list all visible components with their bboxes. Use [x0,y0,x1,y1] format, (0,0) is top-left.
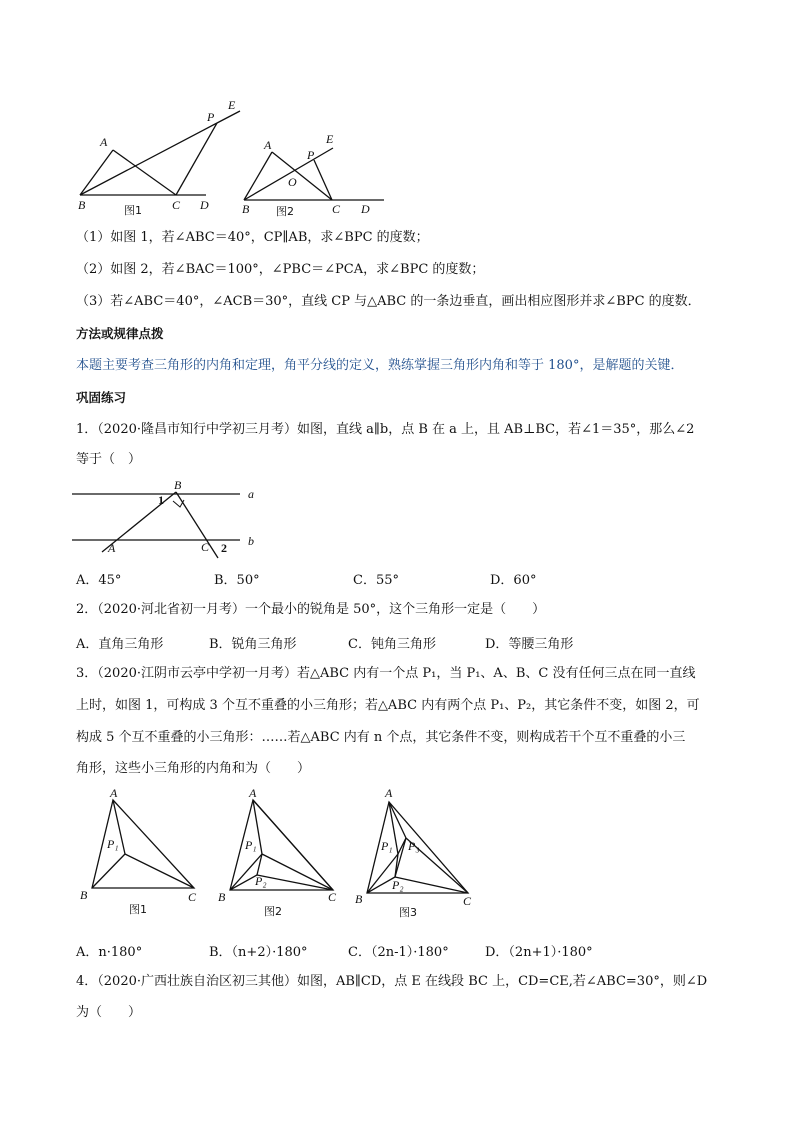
figure-2 [242,132,384,218]
q3-figures [0,780,794,920]
fig2-label-C: C [332,202,341,216]
q3-fig1-A: A [110,786,118,800]
q3-figure-1 [80,786,197,916]
q1-fig-label-B: B [174,478,182,492]
q1-figure [0,478,794,558]
problem-part-3: （3）若∠ABC＝40°，∠ACB＝30°，直线 CP 与△ABC 的一条边垂直，画出相应图形并求∠BPC 的度数． [76,294,701,309]
q1-option-a[interactable]: A．45° [76,573,122,588]
practice-q4-line1: 4．（2020·广西壮族自治区初三其他）如图，AB∥CD，点 E 在线段 BC 上，CD=CE,若∠ABC=30°，则∠D [76,974,708,989]
q3-fig3-caption: 图3 [399,906,417,919]
q3-figure-3 [355,786,472,919]
q1-options [76,569,726,588]
method-heading: 方法或规律点拨 [76,326,164,341]
q3-fig3-A: A [385,786,393,800]
fig1-label-C: C [172,198,181,212]
practice-q3-line4: 角形，这些小三角形的内角和为（ ） [76,761,311,776]
q2-options [76,633,726,652]
figure-1 [78,98,240,217]
q3-option-a[interactable]: A．n·180° [76,945,143,960]
fig2-label-O: O [288,175,297,189]
fig1-caption: 图1 [124,204,142,217]
q3-fig3-P2: P₂ [392,878,404,892]
q2-option-a[interactable]: A．直角三角形 [76,637,164,652]
q1-fig-label-A: A [108,541,116,555]
q3-option-d[interactable]: D．（2n+1）·180° [485,945,593,960]
q3-fig2-P2: P₂ [255,874,267,888]
q3-fig1-caption: 图1 [129,903,147,916]
practice-q3-line1: 3．（2020·江阴市云亭中学初一月考）若△ABC 内有一个点 P₁，当 P₁、A、B、C 没有任何三点在同一直线 [76,666,696,681]
fig2-label-E: E [326,132,334,146]
practice-q3-line3: 构成 5 个互不重叠的小三角形：……若△ABC 内有 n 个点，其它条件不变，则构成若干个互不重叠的小三 [76,730,686,745]
fig1-label-D: D [200,198,209,212]
q1-fig-label-b: b [248,534,254,548]
practice-q3-line2: 上时，如图 1，可构成 3 个互不重叠的小三角形；若△ABC 内有两个点 P₁、P₂，其它条件不变，如图 2，可 [76,698,700,713]
problem-part-1: （1）如图 1，若∠ABC＝40°，CP∥AB，求∠BPC 的度数； [76,230,429,245]
fig1-label-B: B [78,198,86,212]
practice-q4-line2: 为（ ） [76,1005,142,1020]
fig1-label-E: E [228,98,236,112]
q3-fig2-B: B [218,890,226,904]
method-text: 本题主要考查三角形的内角和定理，角平分线的定义，熟练掌握三角形内角和等于 180°，是解题的关键． [76,358,684,373]
q3-figure-2 [218,786,337,918]
q3-options [76,941,726,960]
q3-fig3-P1: P₁ [381,839,393,853]
fig2-caption: 图2 [276,205,294,218]
q3-fig2-C: C [328,890,337,904]
q1-fig-label-1: 1 [158,493,164,507]
q1-fig-label-2: 2 [221,541,227,555]
practice-heading: 巩固练习 [76,390,127,405]
q2-option-c[interactable]: C．钝角三角形 [348,637,436,652]
fig1-label-P: P [207,110,215,124]
q3-fig2-A: A [249,786,257,800]
q3-fig2-P1: P₁ [245,838,257,852]
q3-fig2-caption: 图2 [264,905,282,918]
q1-option-d[interactable]: D．60° [490,573,537,588]
q3-option-b[interactable]: B．（n+2）·180° [209,945,308,960]
top-figures [0,0,794,230]
fig1-label-A: A [100,135,108,149]
fig2-label-P: P [307,148,315,162]
q2-option-d[interactable]: D．等腰三角形 [485,637,574,652]
fig2-label-A: A [264,138,272,152]
q3-option-c[interactable]: C．（2n-1）·180° [348,945,449,960]
fig2-label-B: B [242,202,250,216]
q1-option-b[interactable]: B．50° [214,573,260,588]
practice-q2-line1: 2．（2020·河北省初一月考）一个最小的锐角是 50°，这个三角形一定是（ ） [76,602,546,617]
q3-fig3-C: C [463,894,472,908]
problem-part-2: （2）如图 2，若∠BAC＝100°，∠PBC＝∠PCA，求∠BPC 的度数； [76,262,485,277]
q3-fig3-B: B [355,892,363,906]
q1-fig-label-C: C [201,540,210,554]
fig2-label-D: D [361,202,370,216]
q3-fig1-C: C [188,890,197,904]
q1-fig-label-a: a [248,487,254,501]
q1-option-c[interactable]: C．55° [353,573,399,588]
practice-q1-line1: 1．（2020·隆昌市知行中学初三月考）如图，直线 a∥b，点 B 在 a 上，且 AB⊥BC，若∠1＝35°，那么∠2 [76,422,695,437]
q3-fig1-P1: P₁ [107,837,119,851]
practice-q1-line2: 等于（ ） [76,452,142,467]
q3-fig3-P3: P₃ [408,839,420,853]
q2-option-b[interactable]: B．锐角三角形 [209,637,297,652]
q3-fig1-B: B [80,888,88,902]
